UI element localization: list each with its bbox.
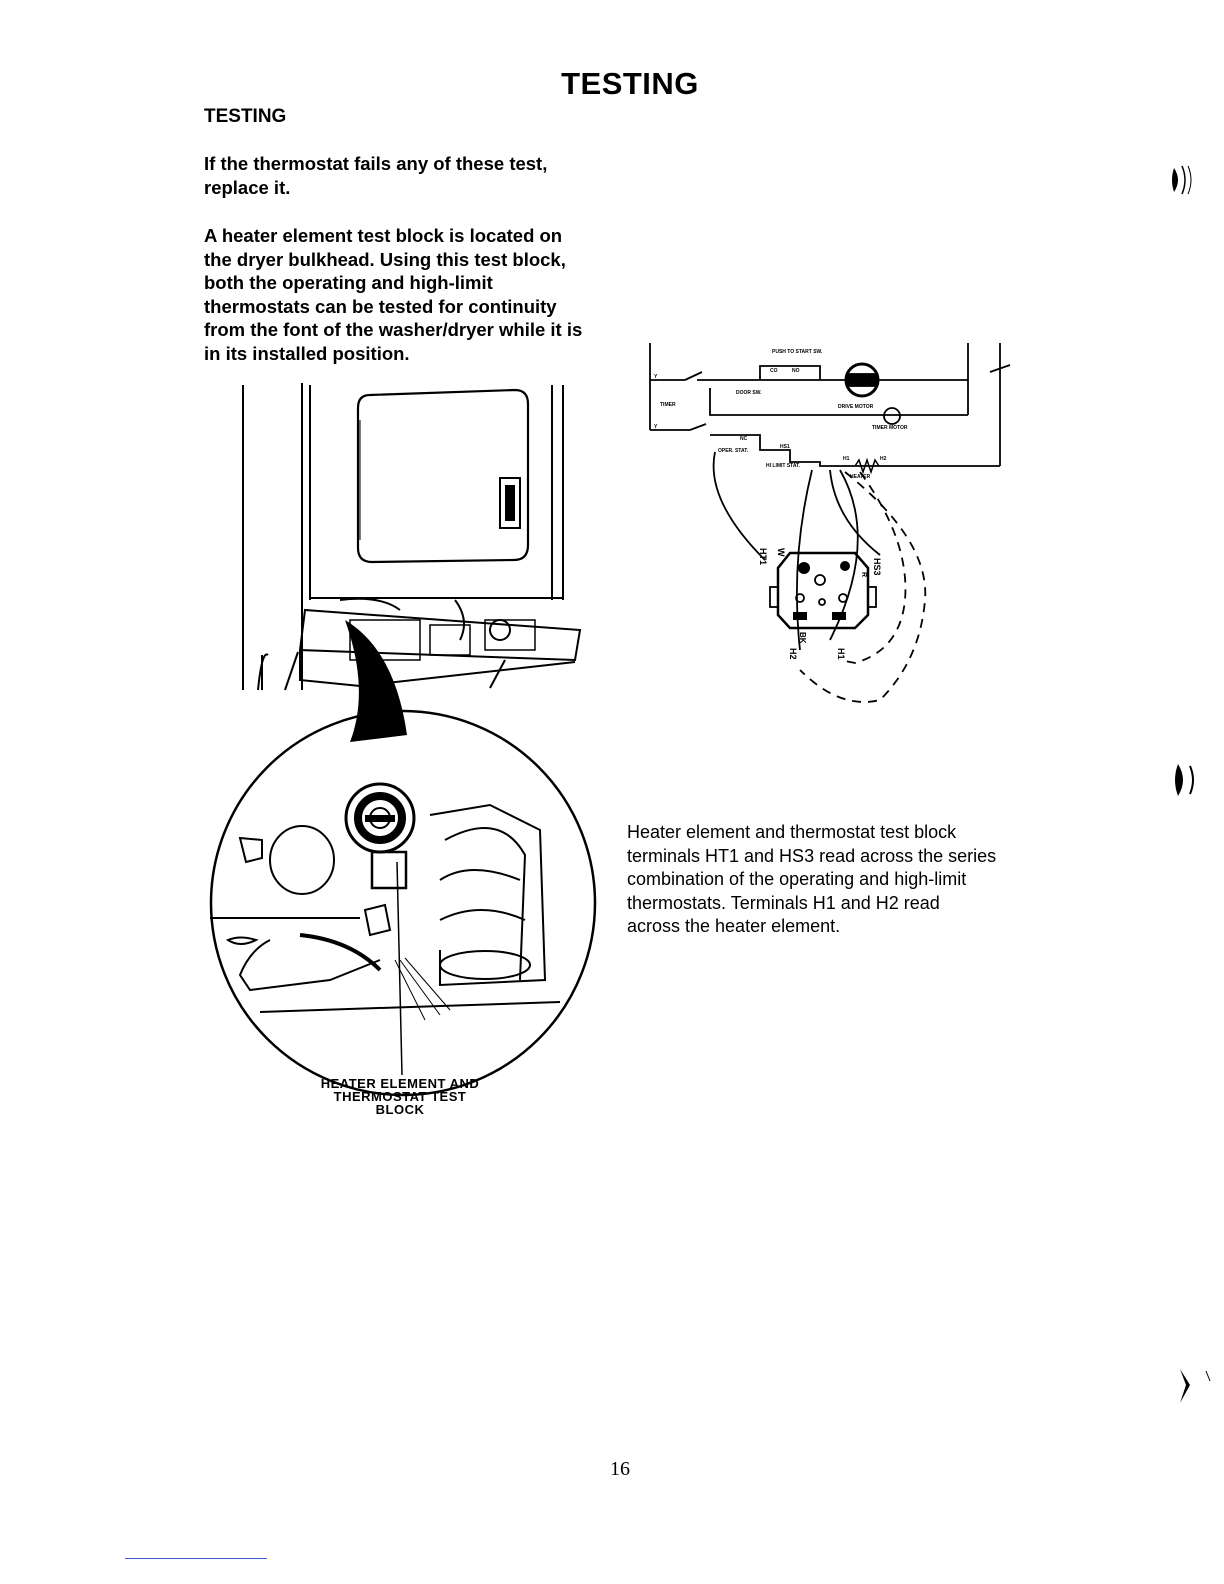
y-label-bottom: Y [654,424,658,430]
hs1-label: HS1 [780,444,790,450]
thermostat-replace-paragraph: If the thermostat fails any of these test, replace it. [204,153,548,198]
footer-rule [125,1558,267,1559]
hi-limit-stat-label: HI LIMIT STAT. [766,463,800,469]
test-block-callout-label: HEATER ELEMENT AND THERMOSTAT TEST BLOCK [320,1076,480,1117]
test-block-location-paragraph: A heater element test block is located on the dryer bulkhead. Using this test block, both the operating and high-limit thermostats can be tested for continuity from the font of the washer/dryer while it is in its installed position. [204,225,583,364]
test-block-caption: Heater element and thermostat test block terminals HT1 and HS3 read across the series combination of the operating and high-limit thermostats. Terminals H1 and H2 read across the heater element. [627,822,997,936]
ht1-label: HT1 [758,548,768,566]
timer-motor-label: TIMER MOTOR [872,425,908,431]
h2-label: H2 [880,456,887,462]
binder-hole-mark-icon [1176,1365,1216,1409]
heater-label: HEATER [850,474,871,480]
binder-hole-mark-icon [1172,760,1212,800]
r-label: R [860,572,867,578]
binder-hole-mark-icon [1168,160,1208,200]
door-switch-label: DOOR SW. [736,390,762,396]
oper-stat-label: OPER. STAT. [718,448,749,454]
page-title: TESTING [561,66,699,101]
no-label: NO [792,368,800,374]
co-label: CO [770,368,778,374]
page-number: 16 [610,1458,630,1480]
timer-label: TIMER [660,402,676,408]
push-to-start-label: PUSH TO START SW. [772,349,823,355]
hs3-label: HS3 [872,558,882,576]
drive-motor-label: DRIVE MOTOR [838,404,874,410]
section-heading: TESTING [204,106,287,127]
w-label: W [776,548,786,557]
bk-label: BK [798,632,807,644]
nc-label: NC [740,436,748,442]
h2-lead-label: H2 [788,648,798,660]
h1-label: H1 [843,456,850,462]
y-label-top: Y [654,374,658,380]
h1-lead-label: H1 [836,648,846,660]
